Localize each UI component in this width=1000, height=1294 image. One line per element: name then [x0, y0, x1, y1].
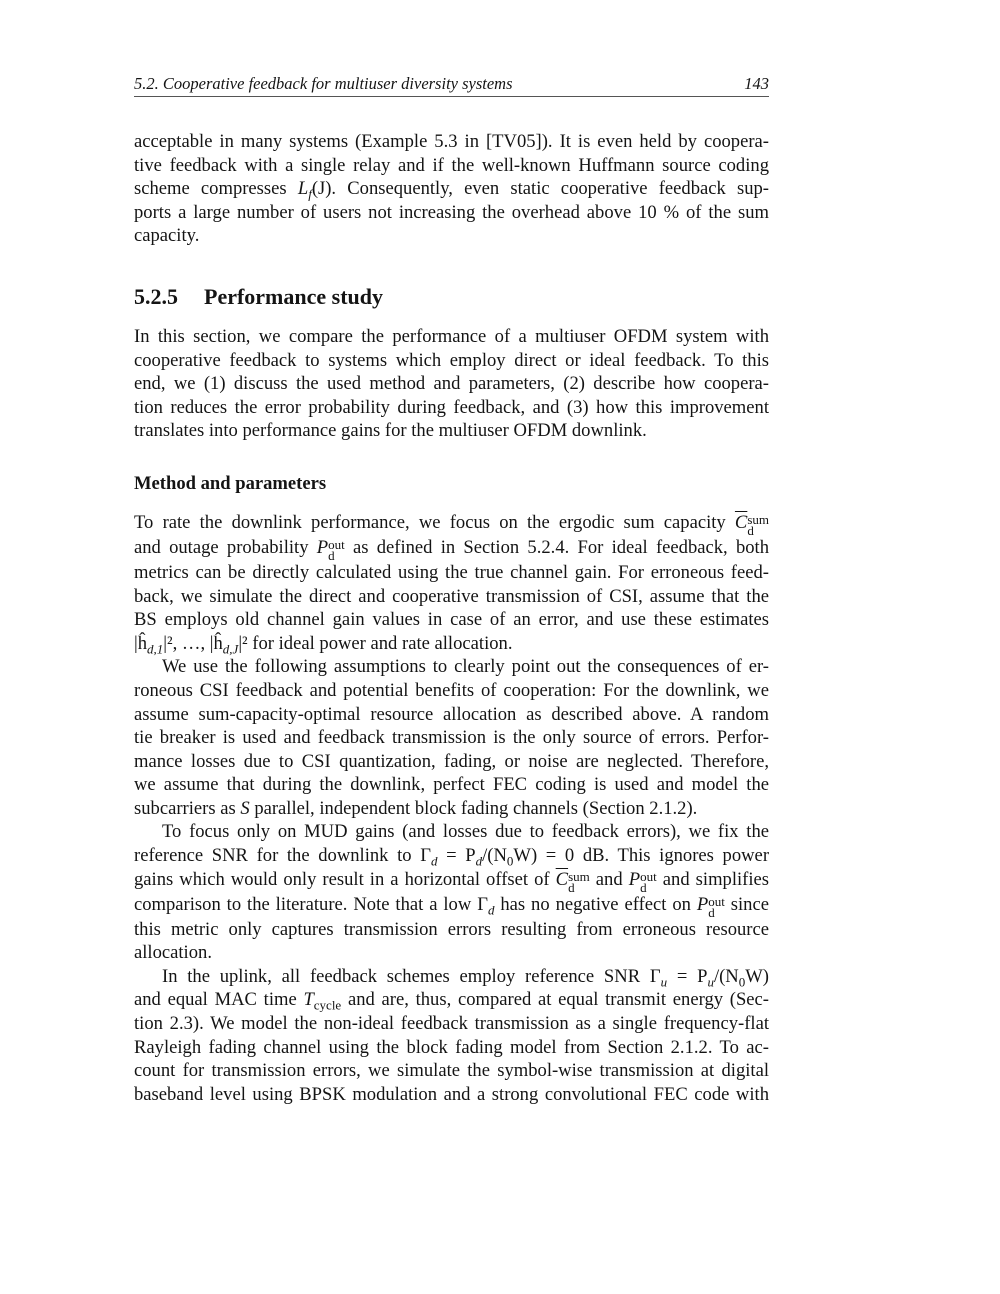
running-head [134, 72, 769, 97]
paragraph-uplink [134, 965, 769, 1107]
text-line: $|ĥ_{d,1}|^2$, …, $|ĥ_{d,J}|^2$ for ideal power and rate allocation. [134, 632, 513, 657]
text-line: To rate the downlink performance, we focus on the ergodic sum capacity $\overline{C}$ sum d [134, 511, 769, 538]
text-line: we assume that during the downlink, perfect FEC coding is used and model the [134, 774, 769, 796]
text-line: tion reduces the error probability during feedback, and (3) how this improvement [134, 396, 769, 418]
text-line: tion 2.3). We model the non-ideal feedback transmission as a single frequency-flat [134, 1013, 769, 1035]
page [134, 72, 769, 1106]
text-line: assume sum-capacity-optimal resource allocation as described above. A random [134, 703, 769, 725]
page-number: 143 [744, 74, 769, 93]
text-line: and equal MAC time $T_{cycle}$ and are, thus, compared at equal transmit energy (Sec- [134, 989, 769, 1014]
text-line: this metric only captures transmission errors resulting from erroneous resource [134, 918, 769, 940]
paragraph-continuation [134, 130, 769, 248]
section-heading: 5.2.5 Performance study [134, 283, 384, 309]
text-line: ports a large number of users not increasing the overhead above 10 % of the sum [134, 201, 769, 223]
text-line: tive feedback with a single relay and if the well-known Huffmann source coding [134, 154, 769, 176]
text-line: We use the following assumptions to clearly point out the consequences of er- [162, 656, 769, 678]
running-head-title: 5.2. Cooperative feedback for multiuser diversity systems [134, 74, 513, 93]
paragraph-assumptions [134, 655, 769, 820]
text-line: capacity. [134, 225, 200, 247]
text-line: end, we (1) discuss the used method and parameters, (2) describe how coopera- [134, 373, 769, 395]
text-line: reference SNR for the downlink to $\Gamma_d = P_d/(N_0W) = 0$ dB. This ignores power [134, 845, 770, 869]
text-line: gains which would only result in a horizontal offset of $\overline{C}$ sum d and P out d and simplifies [134, 868, 770, 895]
text-line: Rayleigh fading channel using the block fading model from Section 2.1.2. To ac- [134, 1036, 769, 1058]
paragraph-method [134, 511, 769, 655]
text-line: allocation. [134, 942, 212, 964]
text-line: In the uplink, all feedback schemes employ reference SNR $\Gamma_u = P_u/(N_0W)$ [162, 965, 769, 990]
text-line: tie breaker is used and feedback transmission is the only source of errors. Perfor- [134, 727, 769, 749]
body-text [134, 130, 769, 1106]
text-line: roneous CSI feedback and potential benefits of cooperation: For the downlink, we [134, 679, 769, 701]
text-line: baseband level using BPSK modulation and a strong convolutional FEC code with [134, 1083, 769, 1105]
text-line: back, we simulate the direct and cooperative transmission of CSI, assume that the [134, 585, 769, 607]
text-line: comparison to the literature. Note that a low $\Gamma_d$ has no negative effect on P out d since [134, 893, 769, 920]
text-line: metrics can be directly calculated using the true channel gain. For erroneous feed- [134, 561, 769, 583]
text-line: BS employs old channel gain values in case of an error, and use these estimates [134, 609, 769, 631]
text-line: To focus only on MUD gains (and losses due to feedback errors), we fix the [162, 821, 769, 843]
paragraph-intro [134, 325, 769, 443]
text-line: subcarriers as S parallel, independent block fading channels (Section 2.1.2). [134, 797, 698, 819]
text-line: acceptable in many systems (Example 5.3 in [TV05]). It is even held by coopera- [134, 131, 769, 152]
text-line: scheme compresses $L_f(J)$. Consequently, even static cooperative feedback sup- [134, 178, 769, 202]
text-line: translates into performance gains for the multiuser OFDM downlink. [134, 420, 647, 442]
text-line: mance losses due to CSI quantization, fading, or noise are neglected. Therefore, [134, 750, 769, 772]
text-line: count for transmission errors, we simulate the symbol-wise transmission at digital [134, 1060, 769, 1082]
subsection-heading: Method and parameters [134, 472, 327, 494]
text-line: and outage probability P out d as defined in Section 5.2.4. For ideal feedback, both [134, 536, 769, 563]
paragraph-mud [134, 820, 769, 964]
text-line: In this section, we compare the performance of a multiuser OFDM system with [134, 325, 769, 347]
text-line: cooperative feedback to systems which employ direct or ideal feedback. To this [134, 349, 769, 371]
